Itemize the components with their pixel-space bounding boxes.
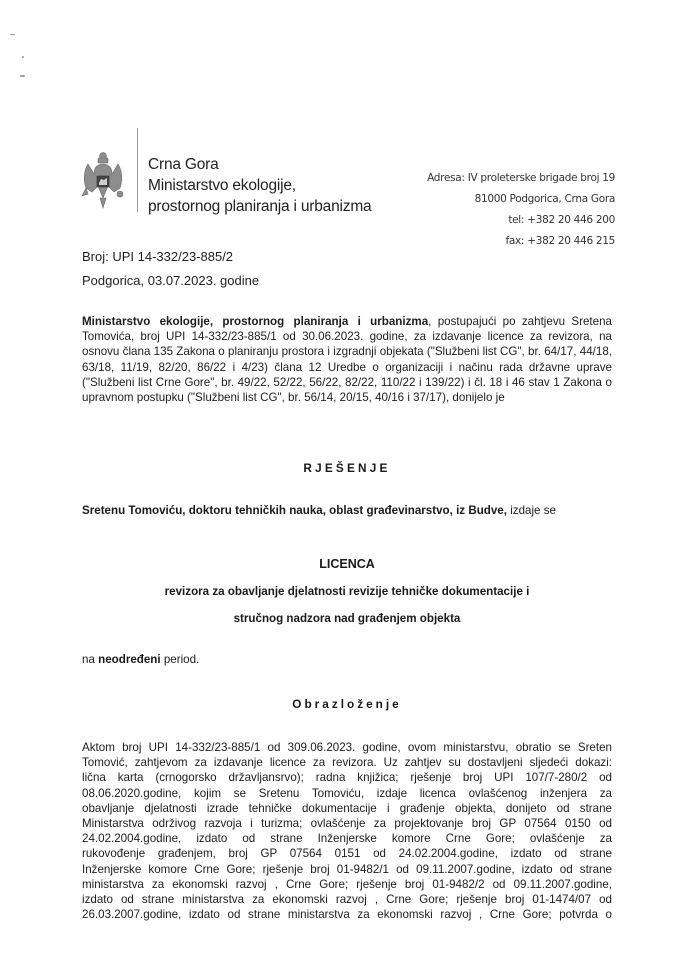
header-divider — [137, 128, 138, 212]
decision-heading: RJEŠENJE — [303, 461, 391, 475]
intro-text: , postupajući po zahtjevu Sretena Tomovića, broj UPI 14-332/23-885/1 od 30.06.2023. godine, za izdavanje licence za revizora, na osnovu člana 135 Zakona o planiranju prostora i izgradnji objekata ("Službeni list CG", br. 64/17, 44/18, 63/18, 11/19, 82/20, 86/22 i 4/23) člana 12 Uredbe o organizaciji i načinu rada državne uprave ("Službeni list Crne Gore", br. 49/22, 52/22, 56/22, 82/22, 110/22 i 139/22) i čl. 18 i 46 stav 1 Zakona o upravnom postupku ("Službeni list CG", br. 56/14, 20/15, 40/16 i 37/17), donijelo je — [82, 315, 612, 405]
licence-subtitle-line2: stručnog nadzora nad građenjem objekta — [233, 612, 461, 625]
recipient-tail: izdaje se — [506, 504, 556, 517]
reasoning-line: rukovođenje građenjem, broj GP 07564 0151 od 24.02.2004.godine, izdato od strane — [82, 847, 612, 861]
reasoning-line: izdato od strane ministarstva za ekonomski razvoj , Crne Gore; rješenje broj 01-1474/07 od — [82, 893, 612, 907]
decision-recipient — [82, 504, 556, 517]
fax-line: fax: +382 20 446 215 — [505, 235, 615, 247]
licence-period — [82, 653, 199, 666]
ministry-name-line1: Ministarstvo ekologije, — [148, 177, 296, 194]
address-line: Adresa: IV proleterske brigade broj 19 — [427, 172, 615, 184]
country-name: Crna Gora — [148, 156, 219, 173]
reasoning-line: 08.06.2020.godine, kojim se Sretenu Tomoviću, izdaje licenca ovlašćenog inženjera za — [82, 786, 612, 800]
contact-block — [427, 168, 615, 252]
recipient-bold: Sretenu Tomoviću, doktoru tehničkih nauka, oblast građevinarstvo, iz Budve, — [82, 504, 507, 517]
reasoning-line: Inženjerske komore Crne Gore; rješenje broj 01-9482/1 od 09.11.2007.godine, izdato od strane — [82, 862, 612, 876]
place-date: Podgorica, 03.07.2023. godine — [82, 273, 260, 288]
period-post: period. — [160, 653, 200, 666]
scan-artifacts — [6, 30, 36, 80]
licence-title: LICENCA — [319, 557, 375, 571]
reasoning-heading: Obrazloženje — [292, 697, 402, 711]
period-bold: neodređeni — [98, 653, 161, 666]
reasoning-paragraph — [82, 740, 612, 922]
organization-name — [148, 154, 371, 217]
intro-bold-lead: Ministarstvo ekologije, prostornog planiranja i urbanizma — [82, 315, 429, 328]
reasoning-line: 26.03.2007.godine, izdato od strane ministarstva za ekonomski razvoj , Crne Gore; potvrda o — [82, 908, 612, 922]
reasoning-line: lična karta (crnogorsko državljansrvo); radna knjižica; rješenje broj UPI 107/7-280/2 od — [82, 771, 612, 785]
reasoning-line: Tomović, zahtjevom za izdavanje licence za revizora. Uz zahtjev su dostavljeni sljedeći dokazi: — [82, 756, 612, 770]
intro-paragraph — [82, 314, 612, 405]
reasoning-line: Ministarstva održivog razvoja i turizma; ovlašćenje za projektovanje broj GP 07564 0150 od — [82, 817, 612, 831]
ministry-name-line2: prostornog planiranja i urbanizma — [148, 198, 372, 215]
city-line: 81000 Podgorica, Crna Gora — [474, 193, 615, 205]
phone-line: tel: +382 20 446 200 — [508, 214, 615, 226]
licence-subtitle-line1: revizora za obavljanje djelatnosti revizije tehničke dokumentacije i — [164, 585, 530, 598]
reasoning-line: obavljanje djelatnosti izrade tehničke dokumentacije i građenje objekta, donijeto od strane — [82, 801, 612, 815]
reasoning-line: Aktom broj UPI 14-332/23-885/1 od 309.06.2023. godine, ovom ministarstvu, obratio se Sreten — [82, 741, 612, 754]
coat-of-arms-icon — [80, 150, 126, 212]
reference-number: Broj: UPI 14-332/23-885/2 — [82, 249, 234, 264]
reasoning-line: ministarstva za ekonomski razvoj , Crne Gore; rješenje broj 01-9482/2 od 09.11.2007.godine, — [82, 877, 612, 891]
period-pre: na — [82, 653, 99, 666]
reasoning-line: 24.02.2004.godine, izdato od strane Inženjerske komore Crne Gore; ovlašćenje za — [82, 832, 612, 846]
document-meta — [82, 245, 259, 293]
